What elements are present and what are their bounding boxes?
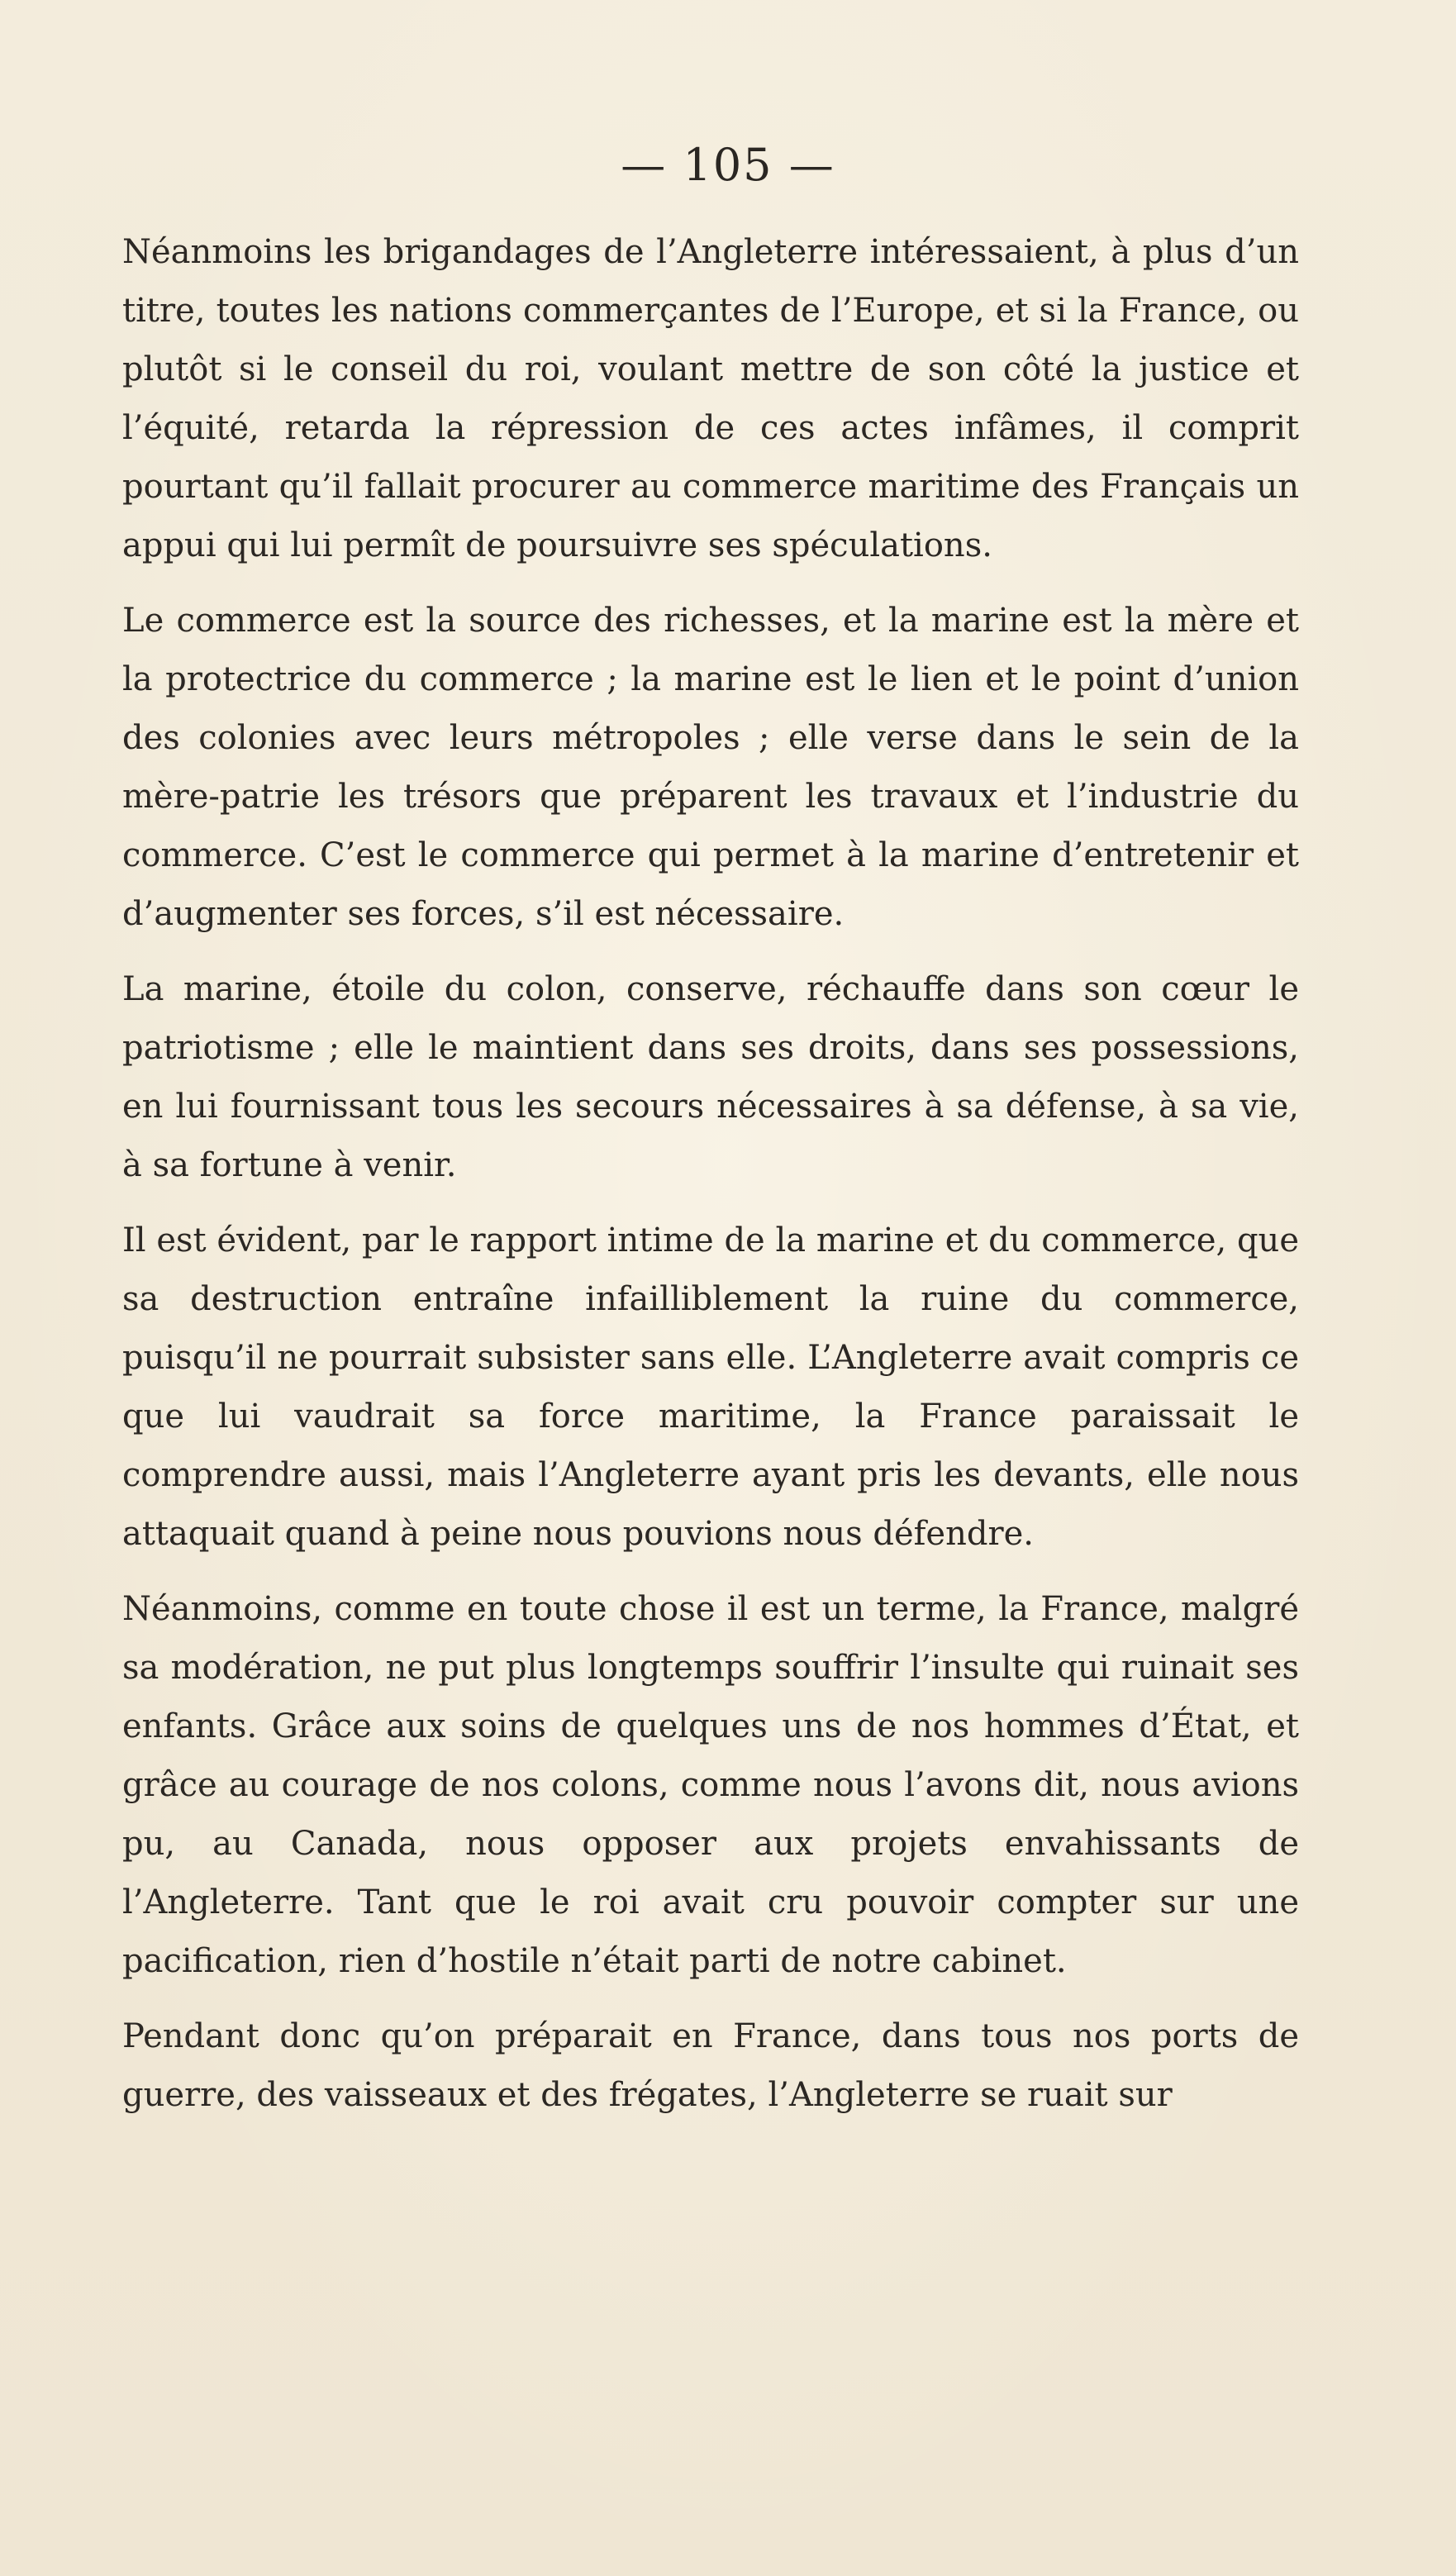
paragraph-2: Le commerce est la source des richesses, et la marine est la mère et la protectrice du commerce ; la marine est le lien et le point d’union des colonies avec leurs métropoles ; elle verse dans le sein de la mère-patrie les trésors que préparent les travaux et l’industrie du commerce. C’est le commerce qui permet à la marine d’entretenir et d’augmenter ses forces, s’il est nécessaire. bbox=[122, 602, 1299, 933]
paragraph-5: Néanmoins, comme en toute chose il est un terme, la France, malgré sa modération, ne put plus longtemps souffrir l’insulte qui ruinait ses enfants. Grâce aux soins de quelques uns de nos hommes d’État, et grâce au courage de nos colons, comme nous l’avons dit, nous avions pu, au Canada, nous opposer aux projets envahissants de l’Angleterre. Tant que le roi avait cru pouvoir compter sur une pacification, rien d’hostile n’était parti de notre cabinet. bbox=[122, 1590, 1299, 1980]
page-number: — 105 — bbox=[621, 139, 835, 191]
body-text bbox=[122, 223, 1299, 2125]
paragraph-3: La marine, étoile du colon, conserve, réchauffe dans son cœur le patriotisme ; elle le maintient dans ses droits, dans ses possessions, en lui fournissant tous les secours nécessaires à sa défense, à sa vie, à sa fortune à venir. bbox=[122, 970, 1299, 1184]
paragraph-4: Il est évident, par le rapport intime de la marine et du commerce, que sa destruction entraîne infailliblement la ruine du commerce, puisqu’il ne pourrait subsister sans elle. L’Angleterre avait compris ce que lui vaudrait sa force maritime, la France paraissait le comprendre aussi, mais l’Angleterre ayant pris les devants, elle nous attaquait quand à peine nous pouvions nous défendre. bbox=[122, 1221, 1299, 1553]
paragraph-6: Pendant donc qu’on préparait en France, dans tous nos ports de guerre, des vaisseaux et des frégates, l’Angleterre se ruait sur bbox=[122, 2017, 1299, 2114]
paragraph-1: Néanmoins les brigandages de l’Angleterre intéressaient, à plus d’un titre, toutes les nations commerçantes de l’Europe, et si la France, ou plutôt si le conseil du roi, voulant mettre de son côté la justice et l’équité, retarda la répression de ces actes infâmes, il comprit pourtant qu’il fallait procurer au commerce maritime des Français un appui qui lui permît de poursuivre ses spéculations. bbox=[122, 233, 1299, 564]
